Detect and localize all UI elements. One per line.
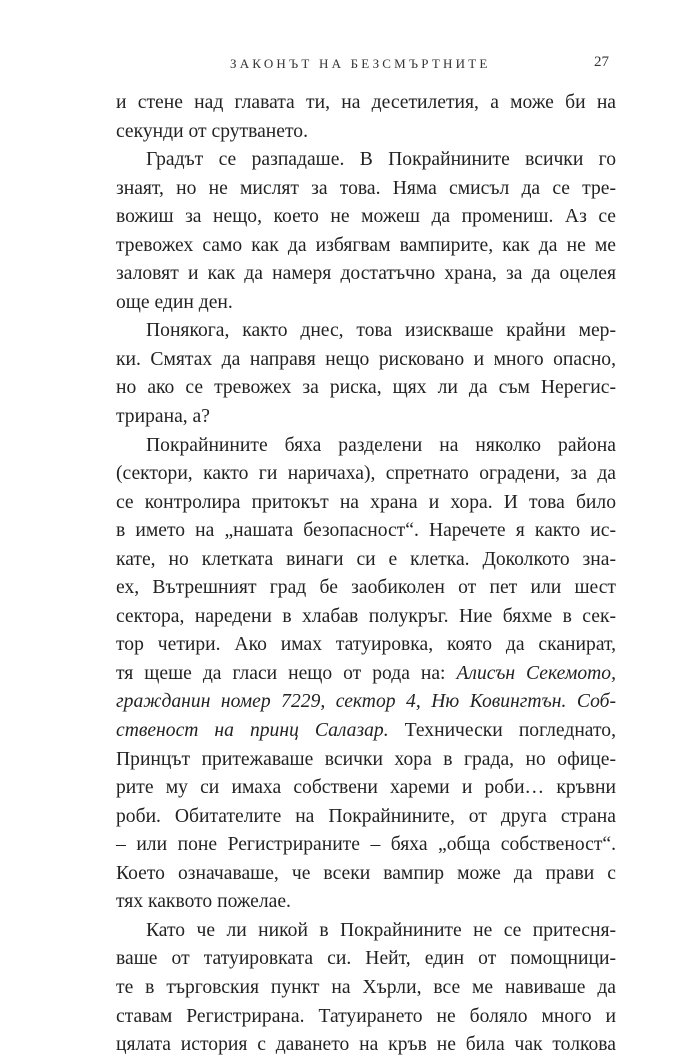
text-line: ки. Смятах да направя нещо рисковано и много опасно, xyxy=(116,348,616,370)
text-line: тях каквото пожелае. xyxy=(116,891,291,913)
text-line: заловят и как да намеря достатъчно храна, за да оцелея xyxy=(116,263,616,285)
text-line: и стене над главата ти, на десетилетия, а може би на xyxy=(116,92,616,113)
text-line: рите му си имаха собствени хареми и роби… кръвни xyxy=(116,777,616,799)
page-number: 27 xyxy=(594,54,609,70)
text-segment: Технически погледнато, xyxy=(388,720,616,742)
text-line: знаят, но не мислят за това. Няма смисъл да се тре- xyxy=(116,177,616,199)
text-line: трирана, а? xyxy=(116,406,210,428)
text-line: сектора, наредени в хлабав полукръг. Ние бяхме в сек- xyxy=(116,605,616,627)
text-line: (сектори, както ги наричаха), спретнато оградени, за да xyxy=(116,463,616,485)
text-line: Градът се разпадаше. В Покрайнините всички го xyxy=(146,149,616,171)
text-line: секунди от срутването. xyxy=(116,120,308,142)
text-line: ставам Регистрирана. Татуирането не боляло много и xyxy=(116,1005,616,1027)
text-line: ваше от татуировката си. Нейт, един от помощници- xyxy=(116,948,616,970)
text-line: но ако се тревожех за риска, щях ли да съм Нерегис- xyxy=(116,377,616,399)
text-line xyxy=(116,688,616,717)
text-line: още един ден. xyxy=(116,291,233,313)
text-line: вожиш за нещо, което не можеш да промениш. Аз се xyxy=(116,206,616,228)
text-line xyxy=(116,717,616,746)
text-line: Като че ли никой в Покрайнините не се притесня- xyxy=(146,919,616,941)
text-line: ех, Вътрешният град бе заобиколен от пет или шест xyxy=(116,577,616,599)
text-line: Принцът притежаваше всички хора в града, но офице- xyxy=(116,748,616,770)
text-line: те в търговския пункт на Хърли, все ме навиваше да xyxy=(116,976,616,998)
text-line: тор четири. Ако имах татуировка, която да сканират, xyxy=(116,634,616,656)
text-line: в името на „нашата безопасност“. Наречете я както ис- xyxy=(116,520,616,542)
italic-text-segment: гражданин номер 7229, сектор 4, Ню Ковингтън. Соб- xyxy=(116,691,616,713)
italic-text-segment: Алисън Секемото, xyxy=(456,662,616,684)
text-line: Покрайнините бяха разделени на няколко района xyxy=(146,434,616,456)
text-line: Понякога, както днес, това изискваше крайни мер- xyxy=(146,320,616,342)
text-line: тревожех само как да избягвам вампирите, как да не ме xyxy=(116,234,616,256)
text-line: цялата история с даването на кръв не била чак толкова xyxy=(116,1034,616,1056)
text-line: – или поне Регистрираните – бяха „обща собственост“. xyxy=(116,834,616,856)
text-line: се контролира притокът на храна и хора. И това било xyxy=(116,491,616,513)
text-line: кате, но клетката винаги си е клетка. Доколкото зна- xyxy=(116,548,616,570)
text-line: Което означаваше, че всеки вампир може да прави с xyxy=(116,862,616,884)
text-segment: тя щеше да гласи нещо от рода на: xyxy=(116,662,457,684)
running-title: ЗАКОНЪТ НА БЕЗСМЪРТНИТЕ xyxy=(230,56,491,71)
text-line: роби. Обитателите на Покрайнините, от друга страна xyxy=(116,805,616,827)
italic-text-segment: ственост на принц Салазар. xyxy=(116,720,389,742)
body-text xyxy=(116,89,616,1060)
text-line xyxy=(116,660,616,689)
